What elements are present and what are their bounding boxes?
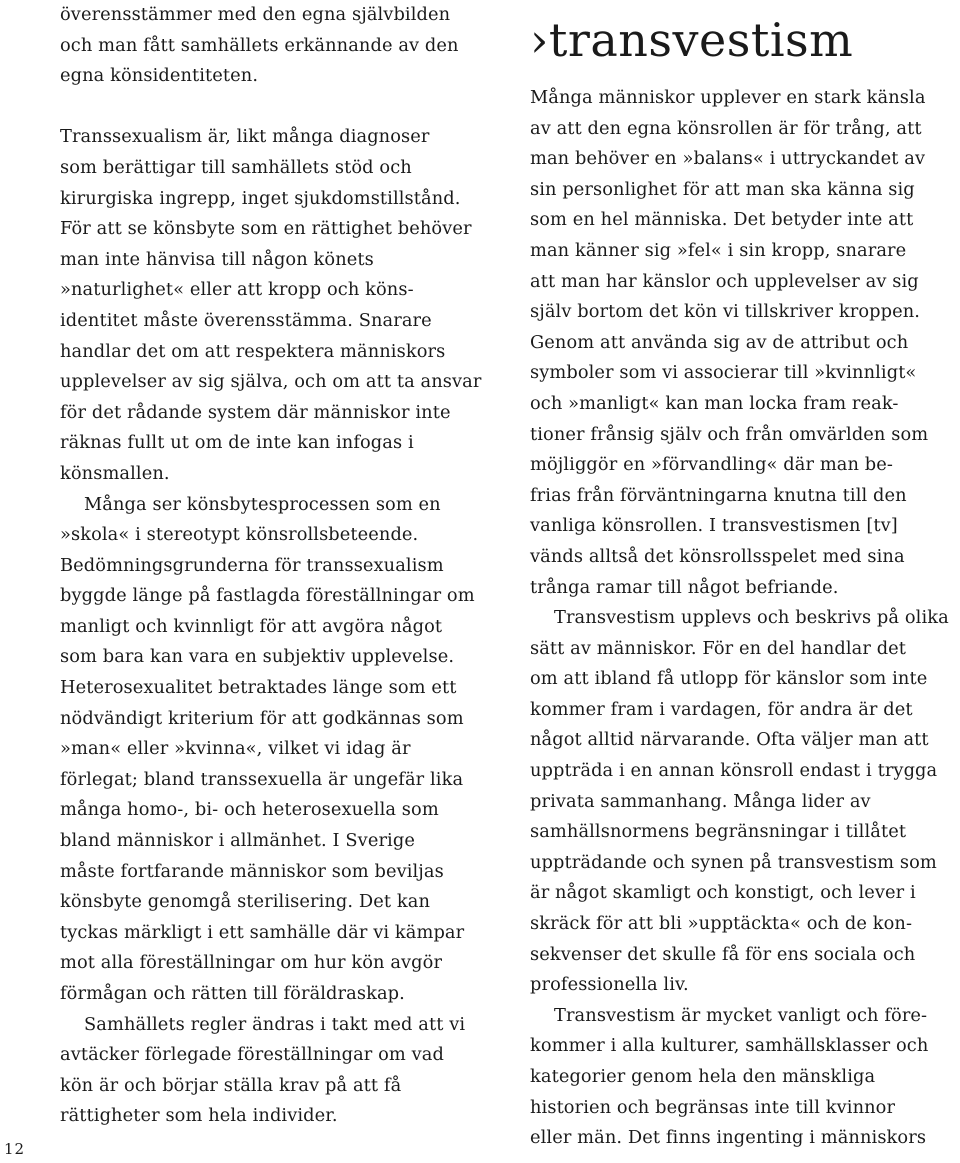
page-number: 12 bbox=[4, 1140, 26, 1158]
right-column-line: om att ibland få utlopp för känslor som inte bbox=[530, 668, 928, 690]
left-column-line: Heterosexualitet betraktades länge som ett bbox=[60, 677, 457, 699]
right-column-line: är något skamligt och konstigt, och lever i bbox=[530, 882, 916, 904]
right-column-line: tioner frånsig själv och från omvärlden som bbox=[530, 423, 929, 445]
left-column-line: kön är och börjar ställa krav på att få bbox=[60, 1074, 402, 1096]
right-column-line: som en hel människa. Det betyder inte att bbox=[530, 209, 914, 231]
right-column-line: att man har känslor och upplevelser av sig bbox=[530, 270, 919, 292]
right-column-line: uppträdande och synen på transvestism som bbox=[530, 851, 937, 873]
left-column-line: »skola« i stereotypt könsrollsbeteende. bbox=[60, 524, 419, 546]
right-column-line: uppträda i en annan könsroll endast i trygga bbox=[530, 760, 938, 782]
left-column-line: för det rådande system där människor inte bbox=[60, 401, 451, 423]
section-heading: ›transvestism bbox=[530, 13, 854, 67]
right-column-line: sin personlighet för att man ska känna sig bbox=[530, 178, 915, 200]
left-column-line: räknas fullt ut om de inte kan infogas i bbox=[60, 432, 414, 454]
left-column-line: nödvändigt kriterium för att godkännas som bbox=[60, 707, 464, 729]
left-column-line: identitet måste överensstämma. Snarare bbox=[60, 309, 432, 331]
right-column-line: kommer i alla kulturer, samhällsklasser och bbox=[530, 1035, 929, 1057]
right-column-line: professionella liv. bbox=[530, 974, 689, 996]
right-column-line: Transvestism upplevs och beskrivs på olika bbox=[554, 607, 949, 629]
left-column-line: manligt och kvinnligt för att avgöra något bbox=[60, 615, 443, 637]
left-column-line: man inte hänvisa till någon könets bbox=[60, 248, 374, 270]
right-column-line: eller män. Det finns ingenting i människors bbox=[530, 1127, 927, 1149]
right-column-line: Genom att använda sig av de attribut och bbox=[530, 331, 909, 353]
right-column-line: man känner sig »fel« i sin kropp, snarare bbox=[530, 239, 907, 261]
right-column-line: trånga ramar till något befriande. bbox=[530, 576, 839, 598]
right-column-line: vanliga könsrollen. I transvestismen [tv] bbox=[530, 515, 898, 537]
right-column-line: vänds alltså det könsrollsspelet med sina bbox=[530, 545, 905, 567]
right-column-line: kommer fram i vardagen, för andra är det bbox=[530, 698, 913, 720]
left-column-line: Samhällets regler ändras i takt med att vi bbox=[84, 1013, 466, 1035]
right-column-line: själv bortom det kön vi tillskriver kroppen. bbox=[530, 301, 921, 323]
left-column-line: överensstämmer med den egna självbilden bbox=[60, 4, 451, 25]
right-column-line: kategorier genom hela den mänskliga bbox=[530, 1066, 876, 1087]
left-column-line: Många ser könsbytesprocessen som en bbox=[84, 493, 441, 515]
left-column-line: För att se könsbyte som en rättighet behöver bbox=[60, 218, 472, 240]
left-column-line: avtäcker förlegade föreställningar om vad bbox=[60, 1044, 444, 1066]
left-column-line bbox=[60, 92, 480, 123]
left-column-line: »naturlighet« eller att kropp och köns- bbox=[60, 279, 414, 301]
left-column-line: handlar det om att respektera människors bbox=[60, 340, 446, 362]
right-column-line: och »manligt« kan man locka fram reak- bbox=[530, 392, 899, 414]
left-column-line: »man« eller »kvinna«, vilket vi idag är bbox=[60, 738, 411, 760]
left-column-line: mot alla föreställningar om hur kön avgör bbox=[60, 952, 443, 974]
right-column-line: skräck för att bli »upptäckta« och de kon- bbox=[530, 913, 913, 935]
left-column-line: förlegat; bland transsexuella är ungefär lika bbox=[60, 768, 464, 790]
right-column-line: möjliggör en »förvandling« där man be- bbox=[530, 454, 894, 476]
left-column-line: måste fortfarande människor som beviljas bbox=[60, 860, 444, 882]
right-column-line: sätt av människor. För en del handlar det bbox=[530, 637, 907, 659]
right-column-line: symboler som vi associerar till »kvinnligt« bbox=[530, 362, 917, 384]
right-column-line: privata sammanhang. Många lider av bbox=[530, 790, 871, 812]
left-column-line: och man fått samhällets erkännande av den bbox=[60, 34, 459, 56]
right-column-line: sekvenser det skulle få för ens sociala och bbox=[530, 943, 916, 965]
right-column-line: Många människor upplever en stark känsla bbox=[530, 87, 926, 108]
left-column-line: som bara kan vara en subjektiv upplevelse. bbox=[60, 646, 455, 668]
right-column-line: frias från förväntningarna knutna till den bbox=[530, 484, 907, 506]
right-column-line: något alltid närvarande. Ofta väljer man att bbox=[530, 729, 929, 751]
left-column-line: Transsexualism är, likt många diagnoser bbox=[60, 126, 430, 148]
left-column-line: upplevelser av sig själva, och om att ta ansvar bbox=[60, 371, 482, 393]
right-column-line: man behöver en »balans« i uttryckandet av bbox=[530, 148, 926, 170]
left-column-line: rättigheter som hela individer. bbox=[60, 1105, 338, 1127]
right-column-line: historien och begränsas inte till kvinnor bbox=[530, 1096, 896, 1118]
left-column-line: förmågan och rätten till föräldraskap. bbox=[60, 983, 405, 1004]
right-column-line: av att den egna könsrollen är för trång, att bbox=[530, 117, 922, 139]
left-column-line: könsmallen. bbox=[60, 462, 170, 484]
left-column-line: bland människor i allmänhet. I Sverige bbox=[60, 830, 415, 852]
left-column-line: Bedömningsgrunderna för transsexualism bbox=[60, 554, 444, 576]
left-column-line: som berättigar till samhällets stöd och bbox=[60, 156, 412, 178]
left-column-line: byggde länge på fastlagda föreställningar om bbox=[60, 585, 475, 607]
left-column-line: könsbyte genomgå sterilisering. Det kan bbox=[60, 891, 430, 913]
right-text-column bbox=[530, 0, 955, 1154]
left-column-line: kirurgiska ingrepp, inget sjukdomstillstånd. bbox=[60, 187, 461, 209]
left-text-column bbox=[60, 0, 480, 1132]
right-column-line: samhällsnormens begränsningar i tillåtet bbox=[530, 821, 907, 843]
left-column-line: många homo-, bi- och heterosexuella som bbox=[60, 799, 439, 821]
left-column-line: tyckas märkligt i ett samhälle där vi kämpar bbox=[60, 921, 465, 943]
left-column-line: egna könsidentiteten. bbox=[60, 65, 259, 87]
right-column-line: Transvestism är mycket vanligt och före- bbox=[554, 1004, 928, 1026]
